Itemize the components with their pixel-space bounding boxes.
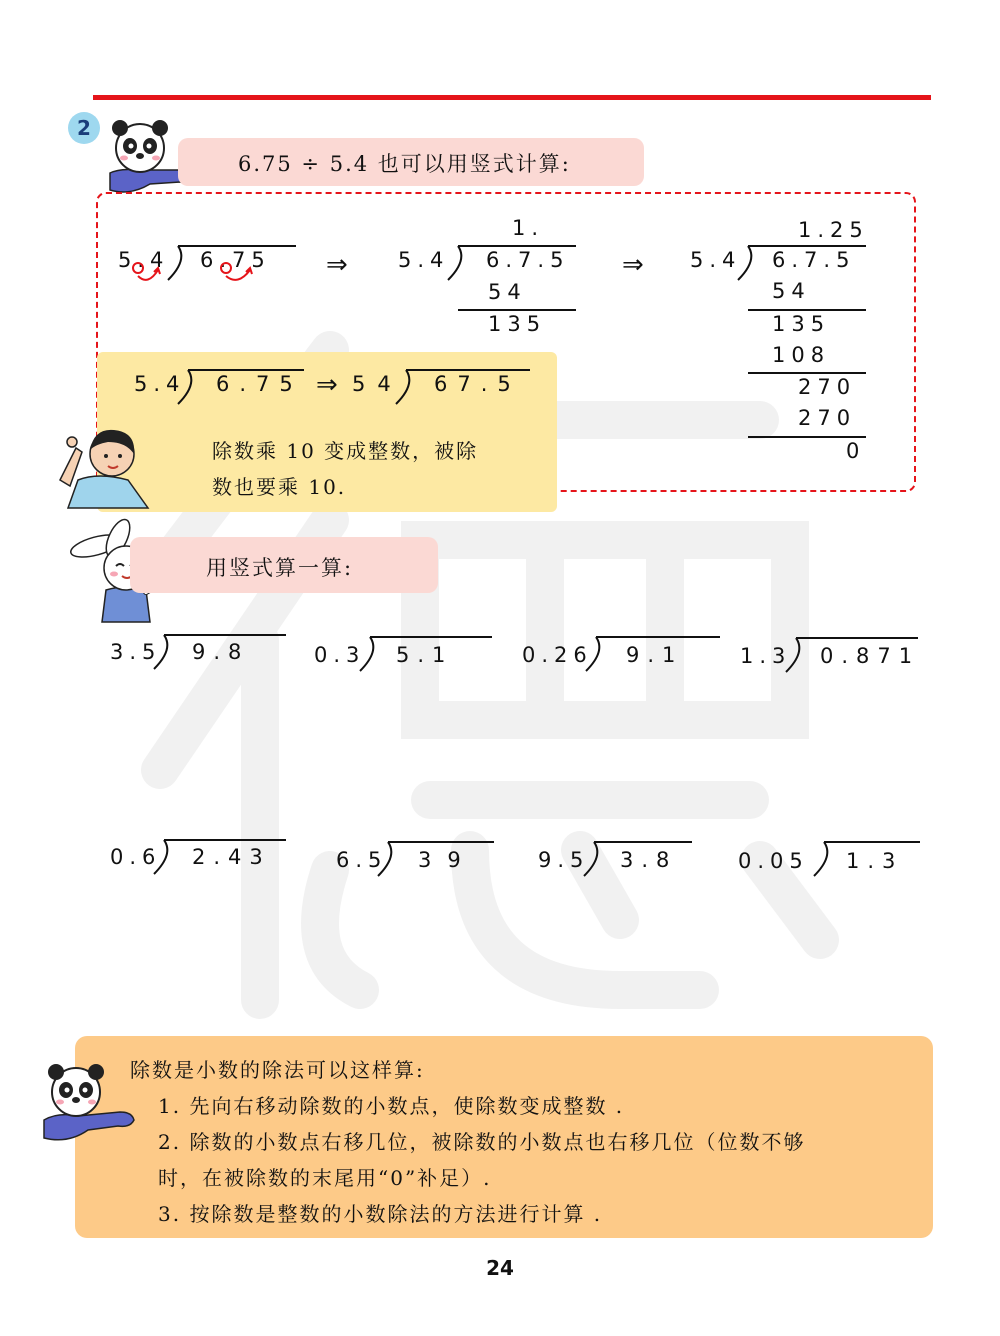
step2-divisor: 5.4 xyxy=(398,248,450,272)
step3-row-5: 270 xyxy=(798,406,857,430)
problem-5-divisor: 0.6 xyxy=(110,845,162,869)
tip-right-dividend: 67.5 xyxy=(434,372,521,396)
step2-row-2: 135 xyxy=(488,312,547,336)
tip-arrow: ⇒ xyxy=(316,370,338,400)
problem-6-divisor: 6.5 xyxy=(336,848,388,872)
summary-title: 除数是小数的除法可以这样算: xyxy=(130,1058,425,1082)
problem-1-dividend: 9.8 xyxy=(192,640,250,664)
summary-item-1: 1. 先向右移动除数的小数点，使除数变成整数 . xyxy=(158,1094,625,1118)
example-badge: 2 xyxy=(68,112,100,144)
intro-text: 6.75 ÷ 5.4 也可以用竖式计算: xyxy=(238,152,571,176)
problem-8-divisor: 0.05 xyxy=(738,849,809,873)
step2-rule xyxy=(458,309,576,311)
boy-icon xyxy=(48,420,158,510)
step1-dividend: 6.75 xyxy=(200,248,271,272)
tip-left-divisor: 5.4 xyxy=(134,372,186,396)
step3-row-4: 270 xyxy=(798,375,857,399)
arrow-1: ⇒ xyxy=(326,250,348,280)
panda-icon xyxy=(38,1060,138,1146)
summary-item-2: 2. 除数的小数点右移几位，被除数的小数点也右移几位（位数不够 xyxy=(158,1130,806,1154)
problem-3-divisor: 0.26 xyxy=(522,643,593,667)
step2-dividend: 6.7.5 xyxy=(486,248,570,272)
problem-5-dividend: 2.43 xyxy=(192,845,271,869)
page-number: 24 xyxy=(486,1256,514,1280)
problem-7-divisor: 9.5 xyxy=(538,848,590,872)
decimal-shift-arrows xyxy=(120,260,280,300)
step1-divisor: 5.4 xyxy=(118,248,170,272)
step3-rule-1 xyxy=(748,309,866,311)
step3-rule-3 xyxy=(748,436,866,438)
tip-left-dividend: 6.75 xyxy=(216,372,303,396)
tip-right-divisor: 54 xyxy=(352,372,403,396)
problem-6-dividend: 39 xyxy=(418,848,477,872)
step3-dividend: 6.7.5 xyxy=(772,248,856,272)
step3-divisor: 5.4 xyxy=(690,248,742,272)
tip-text-line1: 除数乘 10 变成整数，被除 xyxy=(212,439,479,463)
step3-quotient: 1.25 xyxy=(798,218,869,242)
problem-2-dividend: 5.1 xyxy=(396,643,454,667)
problem-4-dividend: 0.871 xyxy=(820,644,921,668)
arrow-2: ⇒ xyxy=(622,250,644,280)
header-rule xyxy=(93,95,931,100)
summary-item-2-cont: 时，在被除数的末尾用“0”补足）. xyxy=(158,1166,492,1190)
step2-row-1: 54 xyxy=(488,280,527,304)
problem-8-dividend: 1.3 xyxy=(846,849,904,873)
step3-row-1: 54 xyxy=(772,279,811,303)
tip-text-line2: 数也要乘 10. xyxy=(212,475,347,499)
step3-row-6: 0 xyxy=(846,439,866,463)
problem-3-dividend: 9.1 xyxy=(626,643,684,667)
problem-4-divisor: 1.3 xyxy=(740,644,792,668)
problem-2-divisor: 0.3 xyxy=(314,643,366,667)
step3-row-2: 135 xyxy=(772,312,831,336)
exercise-prompt: 用竖式算一算: xyxy=(206,556,354,580)
summary-item-3: 3. 按除数是整数的小数除法的方法进行计算 . xyxy=(158,1202,603,1226)
step2-quotient: 1. xyxy=(512,216,545,240)
problem-1-divisor: 3.5 xyxy=(110,640,162,664)
step3-row-3: 108 xyxy=(772,343,831,367)
step3-rule-2 xyxy=(748,372,866,374)
problem-7-dividend: 3.8 xyxy=(620,848,678,872)
